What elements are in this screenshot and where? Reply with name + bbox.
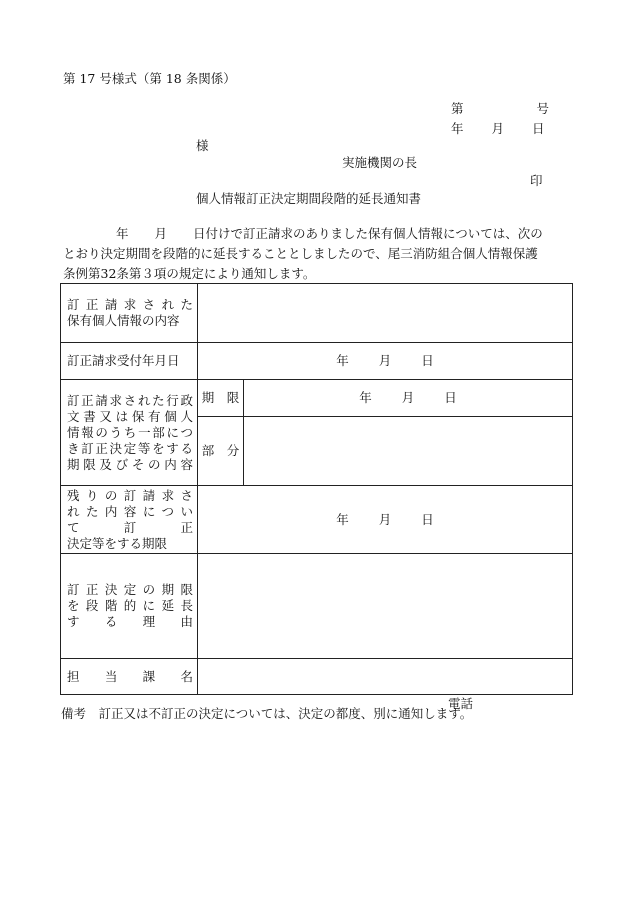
- requested-info-label: 訂正請求された 保有個人情報の内容: [61, 284, 198, 343]
- received-date-label: 訂正請求受付年月日: [61, 343, 198, 380]
- table-row: [61, 554, 573, 659]
- table-row: [61, 380, 573, 417]
- notice-table: [60, 283, 573, 711]
- partial-decision-label: 訂正請求された行政 文書又は保有個人 情報のうち一部につ き訂正決定等をする 期限及びその内容: [61, 380, 198, 486]
- extension-reason-label: 訂正決定の期限 を段階的に延長 す る 理 由: [61, 554, 198, 659]
- table-row: [61, 486, 573, 554]
- document-number-line: [451, 103, 549, 116]
- responsible-section-label: 担 当 課 名: [61, 659, 198, 695]
- remaining-deadline-value[interactable]: 年 月 日: [198, 486, 573, 554]
- body-line-1: 年 月 日付けで訂正請求のありました保有個人情報については、次の: [116, 226, 543, 241]
- issue-date-line: [451, 123, 545, 136]
- issue-month-label: 月: [491, 121, 505, 136]
- requested-info-value[interactable]: [198, 284, 573, 343]
- issue-year-label: 年: [451, 121, 464, 136]
- responsible-section-value[interactable]: [198, 659, 573, 711]
- phone-label: 電話: [448, 695, 474, 711]
- received-date-value[interactable]: 年 月 日: [198, 343, 573, 380]
- number-prefix: 第: [451, 101, 464, 116]
- deadline-sublabel: 期 限: [198, 380, 244, 417]
- document-title: 個人情報訂正決定期間段階的延長通知書: [196, 191, 422, 206]
- portion-sublabel: 部 分: [198, 417, 244, 486]
- form-number: 第 17 号様式（第 18 条関係）: [63, 71, 236, 86]
- table-row: [61, 284, 573, 343]
- remarks-note: 備考 訂正又は不訂正の決定については、決定の都度、別に通知します。: [61, 706, 473, 721]
- addressee-honorific: 様: [196, 138, 209, 153]
- remaining-deadline-label: 残りの訂請求さ れた内容につい て 訂 正 決定等をする期限: [61, 486, 198, 554]
- body-line-2: とおり決定期間を段階的に延長することとしましたので、尾三消防組合個人情報保護: [63, 246, 538, 261]
- portion-value[interactable]: [244, 417, 573, 486]
- table-row: [61, 659, 573, 695]
- issue-day-label: 日: [532, 121, 545, 136]
- notice-body: [63, 224, 583, 284]
- body-line-3: 条例第32条第３項の規定により通知します。: [63, 266, 316, 281]
- number-suffix: 号: [536, 101, 550, 116]
- table-row: [61, 343, 573, 380]
- extension-reason-value[interactable]: [198, 554, 573, 659]
- seal-mark: 印: [530, 173, 543, 188]
- partial-deadline-value[interactable]: 年 月 日: [244, 380, 573, 417]
- sender-title: 実施機関の長: [342, 155, 418, 170]
